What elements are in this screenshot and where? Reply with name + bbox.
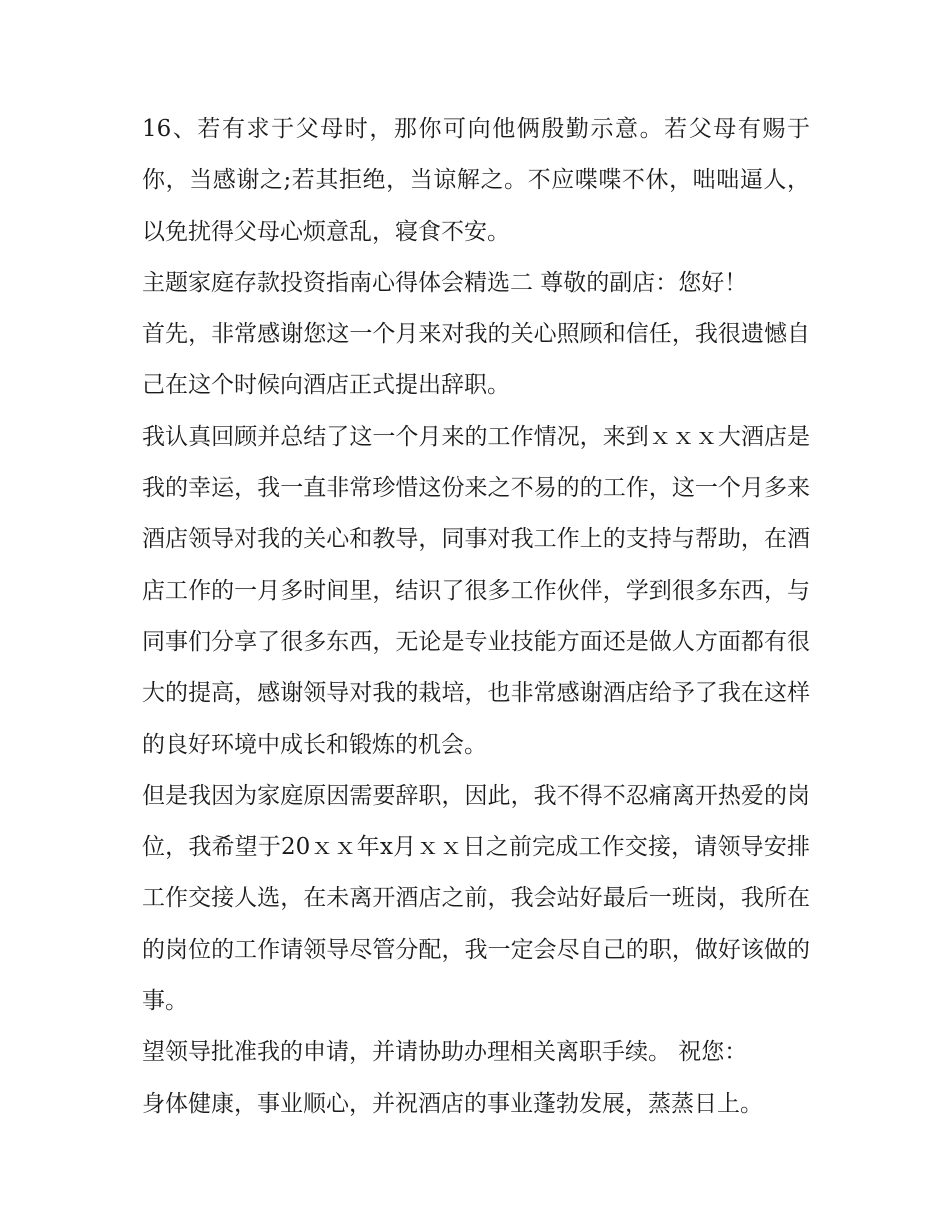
- paragraph-review: 我认真回顾并总结了这一个月来的工作情况，来到ｘｘｘ大酒店是我的幸运，我一直非常珍惜这份来之不易的的工作，这一个月多来酒店领导对我的关心和教导，同事对我工作上的支持与帮助，在酒店工作的一月多时间里，结识了很多工作伙伴，学到很多东西，与同事们分享了很多东西，无论是专业技能方面还是做人方面都有很大的提高，感谢领导对我的栽培，也非常感谢酒店给予了我在这样的良好环境中成长和锻炼的机会。: [142, 423, 810, 758]
- paragraph-closing-wishes: 身体健康，事业顺心，并祝酒店的事业蓬勃发展，蒸蒸日上。: [142, 1090, 763, 1117]
- paragraph-request: 望领导批准我的申请，并请协助办理相关离职手续。 祝您：: [142, 1039, 748, 1066]
- paragraph-heading-greeting: 主题家庭存款投资指南心得体会精选二 尊敬的副店：您好！: [142, 269, 748, 296]
- document-body: [142, 104, 810, 1130]
- paragraph-thanks: 首先，非常感谢您这一个月来对我的关心照顾和信任，我很遗憾自己在这个时候向酒店正式提出辞职。: [142, 321, 810, 399]
- paragraph-filial-advice: 16、若有求于父母时，那你可向他俩殷勤示意。若父母有赐于你，当感谢之;若其拒绝，当谅解之。不应喋喋不休，咄咄逼人，以免扰得父母心烦意乱，寝食不安。: [142, 116, 810, 245]
- paragraph-resignation-reason: 但是我因为家庭原因需要辞职，因此，我不得不忍痛离开热爱的岗位，我希望于20ｘｘ年x月ｘｘ日之前完成工作交接，请领导安排工作交接人选，在未离开酒店之前，我会站好最后一班岗，我所在的岗位的工作请领导尽管分配，我一定会尽自己的职，做好该做的事。: [142, 782, 810, 1015]
